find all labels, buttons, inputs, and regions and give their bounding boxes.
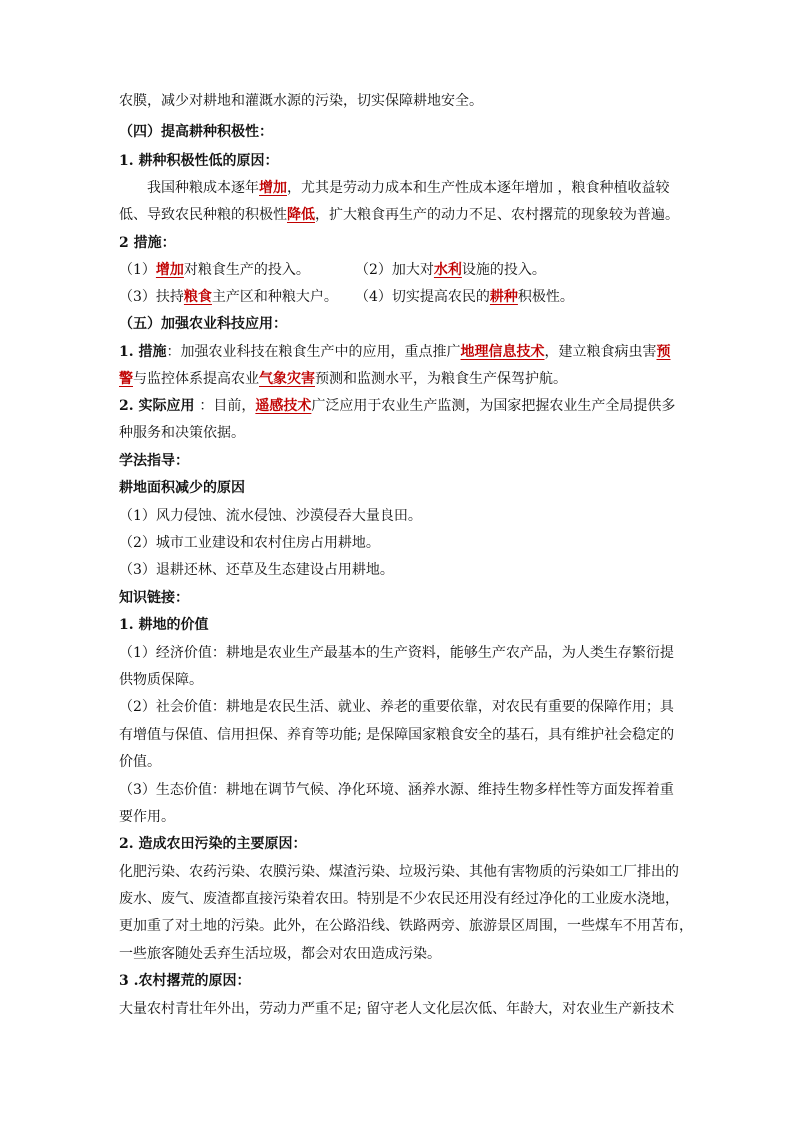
paragraph-line: 有增值与保值、信用担保、养育等功能; 是保障国家粮食安全的基石，具有维护社会稳定的 (119, 727, 675, 743)
subheading: 2 措施： (119, 235, 176, 251)
list-item: （1）风力侵蚀、流水侵蚀、沙漠侵吞大量良田。 (119, 508, 422, 524)
measure-row: （3）扶持粮食主产区和种粮大户。 （4）切实提高农民的耕种积极性。 (119, 289, 574, 305)
paragraph-line: 种服务和决策依据。 (119, 425, 245, 441)
paragraph-line: 价值。 (119, 754, 161, 770)
section-heading-4: （四）提高耕种积极性： (119, 124, 273, 140)
highlight-keyword: 遥感技术 (255, 398, 312, 414)
highlight-keyword: 水利 (433, 262, 462, 278)
paragraph-line: 2. 实际应用 ：目前，遥感技术广泛应用于农业生产监测，为国家把握农业生产全局提供多 (119, 398, 676, 414)
paragraph-line: 我国种粮成本逐年增加，尤其是劳动力成本和生产性成本逐年增加 ，粮食种植收益较 (147, 180, 670, 196)
highlight-keyword: 警 (119, 371, 133, 387)
paragraph-line: 一些旅客随处丢弃生活垃圾，都会对农田造成污染。 (119, 946, 441, 962)
highlight-keyword: 耕种 (489, 289, 518, 305)
paragraph-line: 要作用。 (119, 809, 175, 825)
highlight-keyword: 气象灾害 (259, 371, 315, 387)
paragraph-line: 废水、废气、废渣都直接污染着农田。特别是不少农民还用没有经过净化的工业废水浇地， (119, 891, 679, 907)
highlight-keyword: 增加 (259, 180, 287, 196)
paragraph-line: 更加重了对土地的污染。此外，在公路沿线、铁路两旁、旅游景区周围，一些煤车不用苫布， (119, 918, 693, 934)
subheading: 1. 耕地的价值 (119, 617, 209, 633)
subheading: 耕地面积减少的原因 (119, 480, 245, 496)
subheading: 1. 耕种积极性低的原因： (119, 153, 279, 169)
section-heading-5: （五）加强农业科技应用： (119, 316, 287, 332)
subheading: 2. 造成农田污染的主要原因： (119, 836, 307, 852)
measure-row: （1）增加对粮食生产的投入。 （2）加大对水利设施的投入。 (119, 262, 546, 278)
highlight-keyword: 粮食 (183, 289, 212, 305)
list-item: （2）城市工业建设和农村住房占用耕地。 (119, 535, 380, 551)
list-item: （3）退耕还林、还草及生态建设占用耕地。 (119, 562, 394, 578)
highlight-keyword: 地理信息技术 (460, 344, 545, 360)
paragraph-line: （1）经济价值：耕地是农业生产最基本的生产资料，能够生产农产品，为人类生存繁衍提 (119, 645, 674, 661)
paragraph-line: 低、导致农民种粮的积极性降低，扩大粮食再生产的动力不足、农村撂荒的现象较为普遍。 (119, 207, 679, 223)
subheading: 3 .农村撂荒的原因： (119, 973, 251, 989)
paragraph-line: 化肥污染、农药污染、农膜污染、煤渣污染、垃圾污染、其他有害物质的污染如工厂排出的 (119, 864, 679, 880)
paragraph-line: 农膜，减少对耕地和灌溉水源的污染，切实保障耕地安全。 (119, 93, 483, 109)
highlight-keyword: 预 (656, 344, 671, 360)
section-heading: 学法指导： (119, 453, 189, 469)
paragraph-line: （3）生态价值：耕地在调节气候、净化环境、涵养水源、维持生物多样性等方面发挥着重 (119, 782, 674, 798)
paragraph-line: （2）社会价值：耕地是农民生活、就业、养老的重要依靠，对农民有重要的保障作用；具 (119, 699, 674, 715)
section-heading: 知识链接： (119, 590, 189, 606)
paragraph-line: 大量农村青壮年外出，劳动力严重不足; 留守老人文化层次低、年龄大，对农业生产新技术 (119, 1001, 675, 1017)
paragraph-line: 警与监控体系提高农业气象灾害预测和监测水平，为粮食生产保驾护航。 (119, 371, 567, 387)
highlight-keyword: 增加 (155, 262, 184, 278)
highlight-keyword: 降低 (287, 207, 315, 223)
paragraph-line: 1. 措施：加强农业科技在粮食生产中的应用，重点推广地理信息技术，建立粮食病虫害预 (119, 344, 671, 360)
paragraph-line: 供物质保障。 (119, 672, 203, 688)
